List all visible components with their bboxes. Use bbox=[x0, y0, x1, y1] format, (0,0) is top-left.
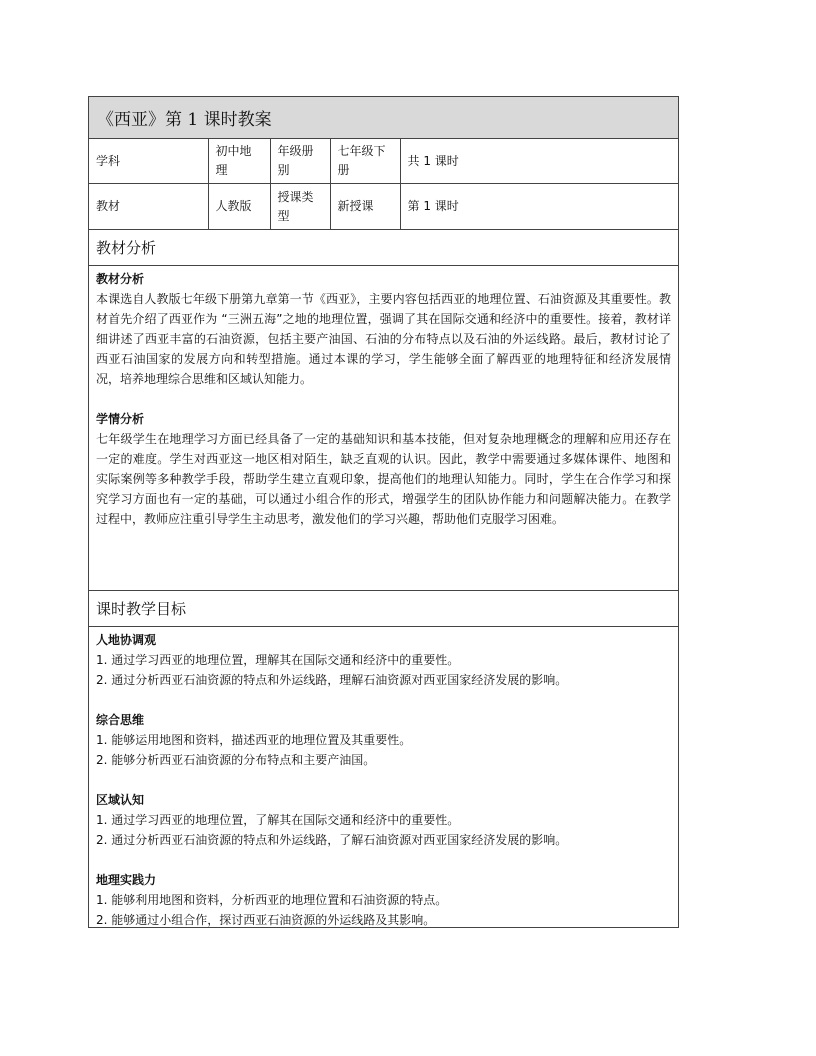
lesson-plan-document bbox=[88, 96, 679, 928]
cell-lesson-type-label: 授课类型 bbox=[270, 184, 330, 230]
cell-total-lessons: 共 1 课时 bbox=[400, 139, 678, 184]
title-row bbox=[89, 97, 678, 139]
cell-subject-label: 学科 bbox=[89, 139, 208, 184]
document-title: 《西亚》第 1 课时教案 bbox=[97, 110, 272, 130]
textbook-analysis-text: 本课选自人教版七年级下册第九章第一节《西亚》，主要内容包括西亚的地理位置、石油资源及其重要性。教材首先介绍了西亚作为 “三洲五海”之地的地理位置，强调了其在国际交通和经济中的重要性。接着，教材详细讲述了西亚丰富的石油资源，包括主要产油国、石油的分布特点以及石油的外运线路。最后，教材讨论了西亚石油国家的发展方向和转型措施。通过本课的学习，学生能够全面了解西亚的地理特征和经济发展情况，培养地理综合思维和区域认知能力。 bbox=[96, 292, 671, 386]
cell-lesson-number: 第 1 课时 bbox=[400, 184, 678, 230]
goal-item: 2. 能够通过小组合作，探讨西亚石油资源的外运线路及其影响。 bbox=[96, 913, 436, 927]
info-row-textbook bbox=[89, 184, 678, 230]
goal-item: 2. 能够分析西亚石油资源的分布特点和主要产油国。 bbox=[96, 753, 376, 767]
info-row-subject bbox=[89, 139, 678, 184]
goal-item: 2. 通过分析西亚石油资源的特点和外运线路，了解石油资源对西亚国家经济发展的影响。 bbox=[96, 833, 568, 847]
analysis-section bbox=[89, 266, 678, 591]
textbook-analysis-subheading: 教材分析 bbox=[96, 272, 145, 286]
cell-textbook-label: 教材 bbox=[89, 184, 208, 230]
cell-textbook-value: 人教版 bbox=[208, 184, 270, 230]
goals-heading: 课时教学目标 bbox=[89, 591, 678, 627]
goal-item: 1. 能够利用地图和资料，分析西亚的地理位置和石油资源的特点。 bbox=[96, 893, 448, 907]
analysis-heading: 教材分析 bbox=[89, 230, 678, 266]
student-analysis-subheading: 学情分析 bbox=[96, 412, 145, 426]
goal-group-title: 地理实践力 bbox=[96, 873, 157, 887]
cell-subject-value: 初中地理 bbox=[208, 139, 270, 184]
goal-item: 1. 通过学习西亚的地理位置，理解其在国际交通和经济中的重要性。 bbox=[96, 653, 460, 667]
cell-grade-label: 年级册别 bbox=[270, 139, 330, 184]
student-analysis-text: 七年级学生在地理学习方面已经具备了一定的基础知识和基本技能，但对复杂地理概念的理解和应用还存在一定的难度。学生对西亚这一地区相对陌生，缺乏直观的认识。因此，教学中需要通过多媒体课件、地图和实际案例等多种教学手段，帮助学生建立直观印象，提高他们的地理认知能力。同时，学生在合作学习和探究学习方面也有一定的基础，可以通过小组合作的形式，增强学生的团队协作能力和问题解决能力。在教学过程中，教师应注重引导学生主动思考，激发他们的学习兴趣，帮助他们克服学习困难。 bbox=[96, 432, 671, 526]
goal-item: 1. 通过学习西亚的地理位置，了解其在国际交通和经济中的重要性。 bbox=[96, 813, 460, 827]
goals-section bbox=[89, 627, 678, 927]
goal-item: 1. 能够运用地图和资料，描述西亚的地理位置及其重要性。 bbox=[96, 733, 412, 747]
cell-grade-value: 七年级下册 bbox=[330, 139, 400, 184]
cell-lesson-type-value: 新授课 bbox=[330, 184, 400, 230]
goal-group-title: 综合思维 bbox=[96, 713, 145, 727]
goal-group-title: 人地协调观 bbox=[96, 633, 157, 647]
info-table bbox=[89, 139, 678, 230]
goal-group-title: 区域认知 bbox=[96, 793, 145, 807]
goal-item: 2. 通过分析西亚石油资源的特点和外运线路，理解石油资源对西亚国家经济发展的影响。 bbox=[96, 673, 568, 687]
